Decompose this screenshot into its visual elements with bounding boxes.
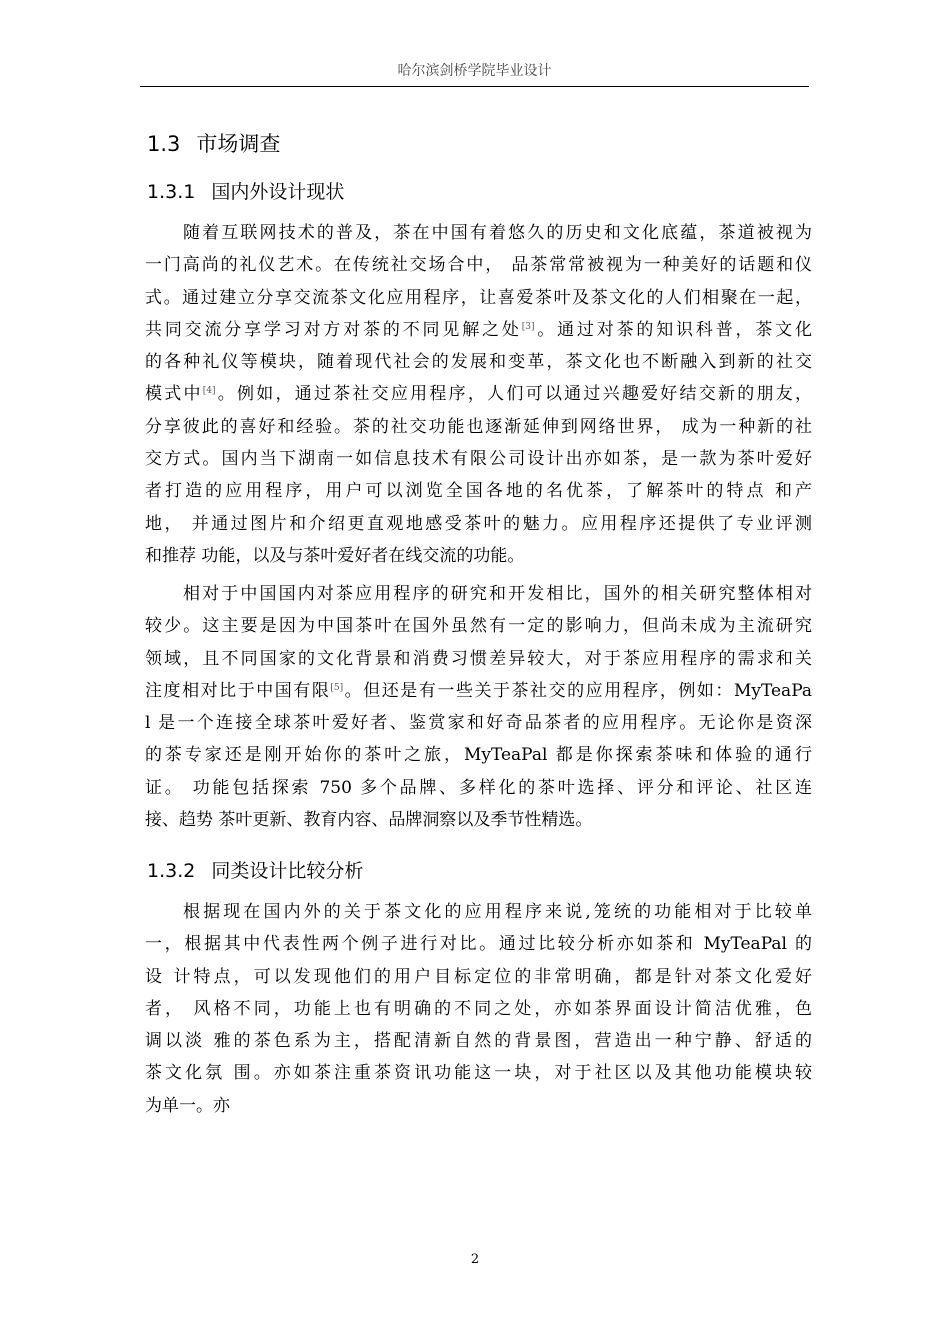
text-line: [145, 314, 812, 346]
citation-ref: [5]: [330, 682, 344, 693]
page-number: 2: [470, 1252, 480, 1267]
text-segment: 。例如，通过茶社交应用程序，人们可以通过兴趣爱好结交新的朋友，: [215, 384, 813, 405]
citation-ref: [4]: [202, 386, 216, 397]
header-divider: [140, 86, 809, 87]
text-line: 和推荐 功能，以及与茶叶爱好者在线交流的功能。: [145, 545, 525, 566]
subsection-title-2: 同类设计比较分析: [211, 860, 364, 882]
subsection-heading-2: [147, 856, 363, 883]
text-line: 为单一。亦: [145, 1095, 230, 1116]
text-segment: 。但还是有一些关于茶社交的应用程序，例如：MyTeaPa: [343, 680, 813, 701]
citation-ref: [3]: [521, 321, 535, 332]
text-line: 茶文化氛 围。亦如茶注重茶资讯功能这一块，对于社区以及其他功能模块较: [145, 1063, 812, 1084]
text-line: 分享彼此的喜好和经验。茶的社交功能也逐渐延伸到网络世界， 成为一种新的社: [145, 416, 812, 437]
text-line: 相对于中国国内对茶应用程序的研究和开发相比，国外的相关研究整体相对: [183, 584, 812, 604]
text-line: 地， 并通过图片和介绍更直观地感受茶叶的魅力。应用程序还提供了专业评测: [145, 513, 812, 534]
text-line: 设 计特点，可以发现他们的用户目标定位的非常明确，都是针对茶文化爱好: [145, 966, 812, 987]
text-segment: 。通过对茶的知识科普，茶文化: [534, 319, 813, 340]
text-line: 领域，且不同国家的文化背景和消费习惯差异较大，对于茶应用程序的需求和关: [145, 648, 812, 669]
text-line: 一，根据其中代表性两个例子进行对比。通过比较分析亦如茶和 MyTeaPal 的: [145, 934, 812, 955]
text-segment: 模式中: [145, 384, 203, 405]
section-number: 1.3: [147, 132, 181, 156]
text-line: 的茶专家还是刚开始你的茶叶之旅，MyTeaPal 都是你探索茶味和体验的通行: [145, 745, 812, 766]
text-line: 者打造的应用程序，用户可以浏览全国各地的名优茶，了解茶叶的特点 和产: [145, 481, 812, 502]
text-line: 证。 功能包括探索 750 多个品牌、多样化的茶叶选择、评分和评论、社区连: [145, 777, 812, 798]
section-heading: [147, 128, 280, 158]
text-line: 一门高尚的礼仪艺术。在传统社交场合中， 品茶常常被视为一种美好的话题和仪: [145, 255, 812, 276]
text-line: 交方式。国内当下湖南一如信息技术有限公司设计出亦如茶，是一款为茶叶爱好: [145, 449, 812, 470]
text-line: 较少。这主要是因为中国茶叶在国外虽然有一定的影响力，但尚未成为主流研究: [145, 616, 812, 637]
subsection-title-1: 国内外设计现状: [211, 181, 345, 203]
subsection-number-1: 1.3.1: [147, 181, 196, 203]
text-line: 根据现在国内外的关于茶文化的应用程序来说,笼统的功能相对于比较单: [183, 902, 812, 922]
text-line: 的各种礼仪等模块，随着现代社会的发展和变革，茶文化也不断融入到新的社交: [145, 352, 812, 373]
subsection-heading-1: [147, 177, 344, 204]
page-header: 哈尔滨剑桥学院毕业设计: [397, 63, 552, 79]
text-line: [145, 378, 812, 410]
paragraph-domestic-status: [145, 217, 812, 572]
text-segment: 共同交流分享学习对方对茶的不同见解之处: [145, 319, 522, 340]
text-line: 者， 风格不同，功能上也有明确的不同之处，亦如茶界面设计简洁优雅，色: [145, 998, 812, 1019]
text-line: 随着互联网技术的普及，茶在中国有着悠久的历史和文化底蕴，茶道被视为: [183, 223, 812, 243]
text-line: 式。通过建立分享交流茶文化应用程序，让喜爱茶叶及茶文化的人们相聚在一起，: [145, 287, 812, 308]
text-line: 调以淡 雅的茶色系为主，搭配清新自然的背景图，营造出一种宁静、舒适的: [145, 1031, 812, 1052]
text-line: [145, 675, 812, 707]
paragraph-comparison: [145, 896, 812, 1122]
text-line: l 是一个连接全球茶叶爱好者、鉴赏家和好奇品茶者的应用程序。无论你是资深: [145, 713, 812, 734]
section-title: 市场调查: [196, 132, 281, 156]
text-segment: 注度相对比于中国有限: [145, 680, 331, 701]
text-line: 接、趋势 茶叶更新、教育内容、品牌洞察以及季节性精选。: [145, 810, 593, 831]
paragraph-foreign-status: [145, 578, 812, 836]
subsection-number-2: 1.3.2: [147, 860, 196, 882]
